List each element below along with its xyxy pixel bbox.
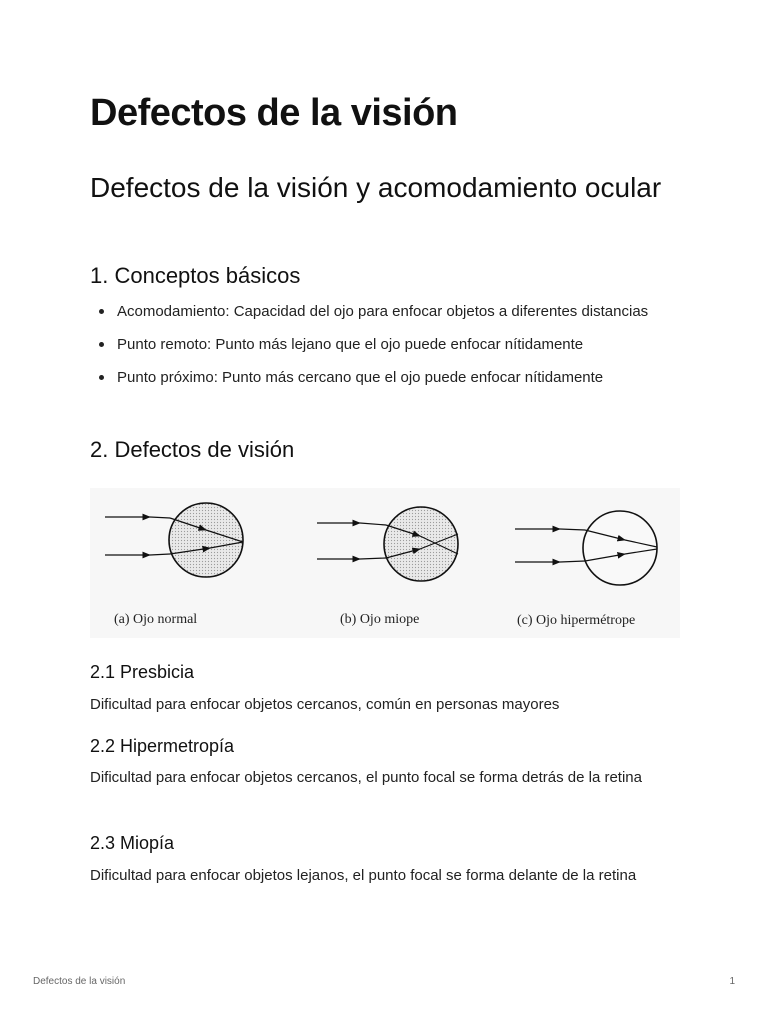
section-heading-defectos: 2. Defectos de visión	[90, 437, 295, 462]
subsection-heading-presbicia: 2.1 Presbicia	[90, 662, 195, 682]
caption-hipermetrope: (c) Ojo hipermétrope	[517, 613, 636, 628]
list-item-text: Acomodamiento: Capacidad del ojo para enfocar objetos a diferentes distancias	[117, 303, 649, 320]
subsection-heading-hipermetropia: 2.2 Hipermetropía	[90, 736, 235, 756]
list-item-text: Punto remoto: Punto más lejano que el ojo puede enfocar nítidamente	[117, 336, 584, 353]
subsection-text-presbicia: Dificultad para enfocar objetos cercanos, común en personas mayores	[90, 696, 560, 713]
caption-miope: (b) Ojo miope	[340, 612, 420, 627]
page-number: 1	[729, 976, 735, 987]
hyperopic-eye-diagram	[515, 511, 657, 628]
subsection-text-miopia: Dificultad para enfocar objetos lejanos, el punto focal se forma delante de la retina	[90, 867, 637, 884]
bullet-icon	[99, 342, 104, 347]
list-item-text: Punto próximo: Punto más cercano que el ojo puede enfocar nítidamente	[117, 369, 604, 386]
list-item	[90, 366, 680, 389]
bullet-icon	[99, 375, 104, 380]
document-subtitle: Defectos de la visión y acomodamiento ocular	[90, 172, 662, 203]
concepts-list	[90, 300, 680, 399]
eye-defects-figure	[90, 488, 680, 638]
section-heading-conceptos: 1. Conceptos básicos	[90, 263, 301, 288]
myopic-eye-diagram	[317, 507, 458, 627]
page-title: Defectos de la visión	[90, 92, 458, 134]
bullet-icon	[99, 309, 104, 314]
subsection-heading-miopia: 2.3 Miopía	[90, 833, 175, 853]
list-item	[90, 300, 680, 323]
list-item	[90, 333, 680, 356]
subsection-text-hipermetropia: Dificultad para enfocar objetos cercanos, el punto focal se forma detrás de la retina	[90, 769, 642, 786]
normal-eye-diagram	[105, 503, 243, 627]
caption-normal: (a) Ojo normal	[114, 612, 198, 627]
footer-title: Defectos de la visión	[33, 976, 126, 987]
